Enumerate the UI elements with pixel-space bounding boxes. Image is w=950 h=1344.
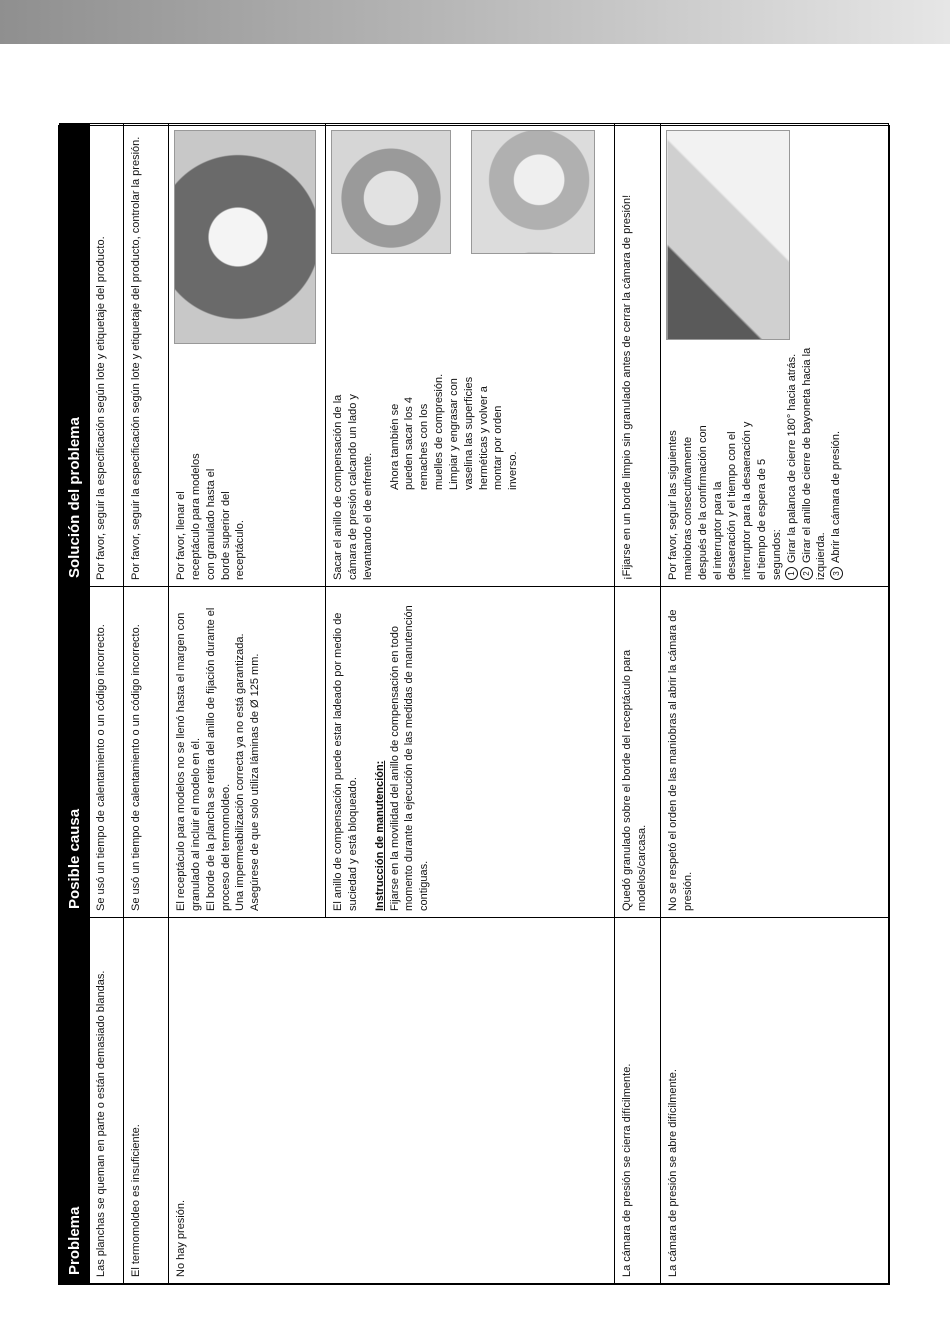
row-3a-solucion [169, 124, 326, 587]
step-1 [785, 340, 800, 580]
row-4-solucion: ¡Fijarse en un borde limpio sin granulado antes de cerrar la cámara de presión! [615, 124, 661, 587]
header-posible-causa: Posible causa [60, 587, 90, 918]
step-2 [800, 340, 830, 580]
row-1-problema: Las planchas se queman en parte o están demasiado blandas. [90, 918, 124, 1284]
row-3a-causa: El receptáculo para modelos no se llenó hasta el margen con granulado al incluir el modelo en él. El borde de la plancha se retira del anillo de fijación durante el proceso del termomoldeo. Una impermeabilización correcta ya no está garantizada. Asegúrese de que solo utiliza láminas de Ø 125 mm. [169, 587, 326, 918]
row-5-solucion-intro: Por favor, seguir las siguientes maniobras consecutivamente después de la confirmación con el interruptor para la desaeración y el tiempo con el interruptor para la desaeración y el tiempo de espera de 5 segundos: [667, 421, 783, 580]
row-5-problema: La cámara de presión se abre difícilmente. [661, 918, 889, 1284]
step-1-number: 1 [785, 567, 798, 580]
photo-pressure-chamber-levers [666, 130, 790, 340]
step-1-text: Girar la palanca de cierre 180° hacia atrás. [785, 353, 798, 563]
row-3b-causa [326, 587, 615, 918]
row-1-causa: Se usó un tiempo de calentamiento o un código incorrecto. [90, 587, 124, 918]
row-1-solucion: Por favor, seguir la especificación según lote y etiquetaje del producto. [90, 124, 124, 587]
header-problema: Problema [60, 918, 90, 1284]
photo-compression-springs [471, 130, 595, 254]
row-2-causa: Se usó un tiempo de calentamiento o un código incorrecto. [124, 587, 169, 918]
maintenance-text: Fijarse en la movilidad del anillo de compensación en todo momento durante la ejecución de las medidas de manutención contiguas. [388, 605, 431, 911]
step-3 [829, 340, 844, 580]
row-3b-solucion-step2: Ahora también se pueden sacar los 4 remaches con los muelles de compresión. Limpiar y engrasar con vaselina las superficies herméticas y volver a montar por orden inverso. [388, 373, 520, 490]
step-2-number: 2 [800, 567, 813, 580]
row-3-problema: No hay presión. [169, 918, 615, 1284]
row-4-causa: Quedó granulado sobre el borde del receptáculo para modelos/carcasa. [615, 587, 661, 918]
row-2-solucion: Por favor, seguir la especificación según lote y etiquetaje del producto, controlar la presión. [124, 124, 169, 587]
step-2-text: Girar el anillo de cierre de bayoneta hacia la izquierda. [800, 347, 828, 580]
maintenance-heading: Instrucción de manutención: [373, 760, 386, 911]
row-3b-solucion-step1: Sacar el anillo de compensación de la cámara de presión calcando un lado y levantando el de enfrente. [332, 394, 374, 580]
row-4-problema: La cámara de presión se cierra difícilmente. [615, 918, 661, 1284]
photo-compensation-ring [331, 130, 451, 254]
row-3b-causa-text: El anillo de compensación puede estar ladeado por medio de suciedad y está bloqueado. [332, 612, 359, 911]
step-3-number: 3 [830, 567, 843, 580]
row-5-solucion [661, 124, 889, 587]
troubleshooting-table [58, 125, 890, 1285]
header-bar [0, 0, 950, 44]
step-3-text: Abrir la cámara de presión. [830, 430, 843, 563]
row-5-causa: No se respetó el orden de las maniobras al abrir la cámara de presión. [661, 587, 889, 918]
row-2-problema: El termomoldeo es insuficiente. [124, 918, 169, 1284]
header-solucion: Solución del problema [60, 124, 90, 587]
row-3a-solucion-text: Por favor, llenar el receptáculo para modelos con granulado hasta el borde superior del receptáculo. [175, 453, 247, 580]
photo-model-receptacle [174, 130, 316, 344]
row-3b-solucion [326, 124, 615, 587]
